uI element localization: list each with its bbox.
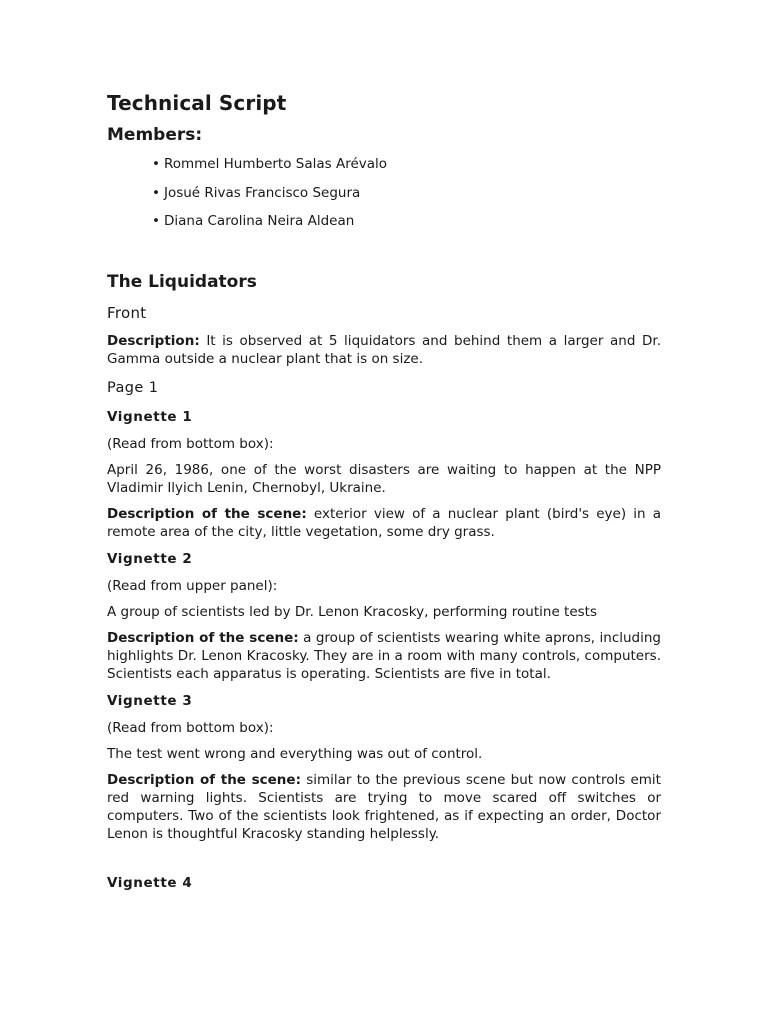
front-description (107, 332, 661, 368)
description-text: It is observed at 5 liquidators and behind them a larger and Dr. Gamma outside a nuclear plant that is on size. (107, 333, 661, 367)
read-from-note: (Read from upper panel): (107, 578, 278, 594)
scene-description (107, 629, 661, 683)
scene-text: a group of scientists wearing white aprons, including highlights Dr. Lenon Kracosky. They are in a room with many controls, computers. Scientists each apparatus is operating. Scientists are five in total. (107, 630, 662, 682)
scene-label: Description of the scene: (107, 772, 301, 788)
member-name: Rommel Humberto Salas Arévalo (163, 156, 388, 172)
vignette-title: Vignette 1 (107, 409, 193, 425)
vignette-title: Vignette 2 (107, 551, 193, 567)
member-item (152, 154, 661, 174)
scene-text: similar to the previous scene but now controls emit red warning lights. Scientists are trying to move scared off switches or computers. Two of the scientists look frightened, as if expecting an order, Doctor Lenon is thoughtful Kracosky standing helplessly. (107, 772, 661, 842)
member-name: Josué Rivas Francisco Segura (163, 184, 361, 201)
read-from-note: (Read from bottom box): (107, 720, 274, 736)
member-name: Diana Carolina Neira Aldean (163, 213, 355, 229)
section-title: The Liquidators (107, 272, 257, 292)
vignette-title: Vignette 4 (107, 875, 193, 891)
members-heading: Members: (107, 125, 203, 145)
read-from-note: (Read from bottom box): (107, 436, 274, 452)
document-content (107, 88, 661, 893)
description-label: Description: (107, 333, 200, 349)
bullet-icon: • (152, 184, 160, 201)
front-heading: Front (107, 304, 147, 322)
bullet-icon: • (152, 213, 160, 229)
scene-description (107, 771, 661, 843)
vignette-text: A group of scientists led by Dr. Lenon Kracosky, performing routine tests (107, 604, 597, 620)
member-item (152, 183, 661, 203)
vignette-text: The test went wrong and everything was out of control. (107, 746, 483, 762)
scene-label: Description of the scene: (107, 506, 307, 522)
scene-label: Description of the scene: (107, 630, 299, 646)
document-title: Technical Script (107, 91, 287, 115)
scene-description (107, 505, 661, 541)
vignette-title: Vignette 3 (107, 693, 193, 709)
scene-text: exterior view of a nuclear plant (bird's eye) in a remote area of the city, little vegetation, some dry grass. (107, 506, 661, 540)
vignette-text: April 26, 1986, one of the worst disasters are waiting to happen at the NPP Vladimir Ilyich Lenin, Chernobyl, Ukraine. (107, 462, 661, 496)
bullet-icon: • (152, 156, 160, 172)
page-heading: Page 1 (107, 380, 159, 396)
member-item (152, 211, 661, 231)
members-list (107, 154, 661, 231)
